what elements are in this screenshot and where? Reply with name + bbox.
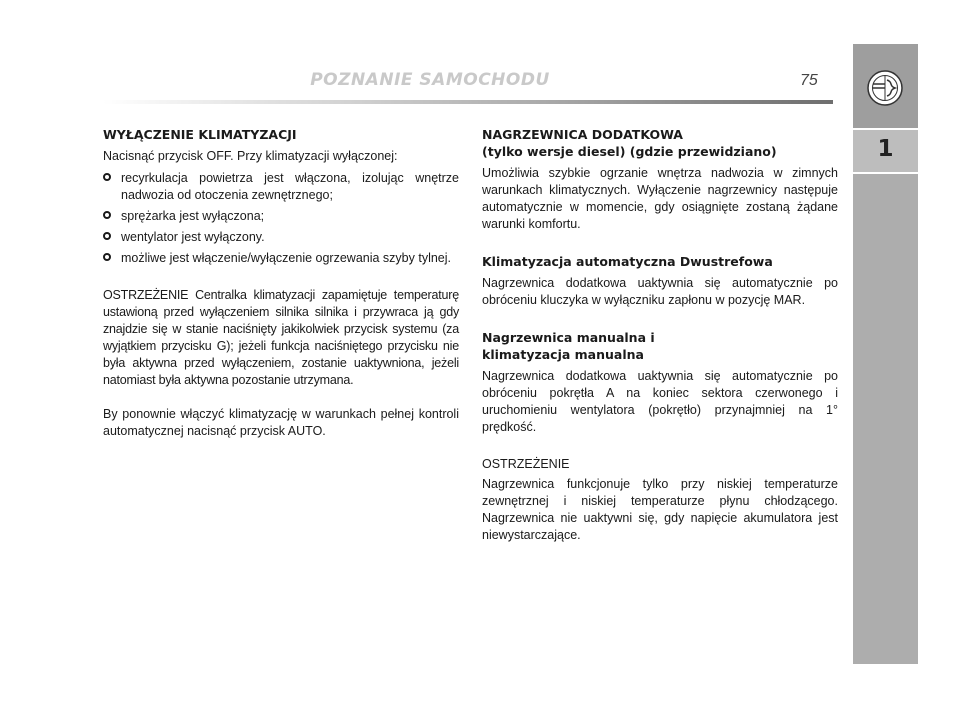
- tab-divider: [853, 172, 918, 174]
- subsection-paragraph: Nagrzewnica dodatkowa uaktywnia się automatycznie po obróceniu kluczyka w wyłączniku zapłonu w pozycję MAR.: [482, 276, 838, 307]
- warning-paragraph: Nagrzewnica funkcjonuje tylko przy niskiej temperaturze zewnętrznej i niskiej temperaturze płynu chłodzącego. Nagrzewnica nie uaktywni się, gdy napięcie akumulatora jest niewystarczające.: [482, 477, 838, 542]
- page-number: 75: [800, 72, 818, 89]
- warning-label: OSTRZEŻENIE: [482, 457, 570, 471]
- chapter-number: 1: [877, 136, 894, 162]
- subsection-paragraph: Nagrzewnica dodatkowa uaktywnia się automatycznie po obróceniu pokrętła A na koniec sektora czerwonego i uruchomieniu wentylatora (pokrętło) przynajmniej na 1° prędkość.: [482, 369, 838, 434]
- chapter-side-tab: [853, 44, 918, 664]
- heading-line: (tylko wersje diesel) (gdzie przewidziano): [482, 144, 777, 159]
- list-item: [103, 229, 459, 246]
- closing-paragraph: By ponownie włączyć klimatyzację w warunkach pełnej kontroli automatycznej nacisnąć przycisk AUTO.: [103, 407, 459, 438]
- right-column: [482, 126, 838, 544]
- circle-bullet-icon: [103, 232, 111, 240]
- section-heading: WYŁĄCZENIE KLIMATYZACJI: [103, 127, 297, 142]
- list-item-text: recyrkulacja powietrza jest włączona, izolując wnętrze nadwozia od otoczenia zewnętrznego;: [121, 171, 459, 202]
- intro-paragraph: Nacisnąć przycisk OFF. Przy klimatyzacji wyłączonej:: [103, 149, 398, 163]
- circle-bullet-icon: [103, 253, 111, 261]
- list-item-text: możliwe jest włączenie/wyłączenie ogrzewania szyby tylnej.: [121, 251, 451, 265]
- left-column: [103, 126, 459, 440]
- section-title: POZNANIE SAMOCHODU: [310, 70, 550, 90]
- subsection-heading: [482, 329, 838, 363]
- brand-emblem-icon: [867, 70, 903, 106]
- intro-paragraph: Umożliwia szybkie ogrzanie wnętrza nadwozia w zimnych warunkach klimatycznych. Wyłączenie nagrzewnicy następuje automatycznie w momencie, gdy osiągnięte zostaną żądane warunki komfortu.: [482, 166, 838, 231]
- section-heading: [482, 126, 838, 160]
- circle-bullet-icon: [103, 173, 111, 181]
- list-item: [103, 170, 459, 204]
- logo-block: [853, 44, 918, 128]
- heading-line: NAGRZEWNICA DODATKOWA: [482, 127, 683, 142]
- list-item-text: wentylator jest wyłączony.: [121, 230, 265, 244]
- header-rule: [103, 100, 833, 104]
- bullet-list: [103, 170, 459, 267]
- heading-line: Nagrzewnica manualna i: [482, 330, 655, 345]
- subsection-heading: Klimatyzacja automatyczna Dwustrefowa: [482, 254, 773, 269]
- list-item: [103, 250, 459, 267]
- circle-bullet-icon: [103, 211, 111, 219]
- warning-paragraph: OSTRZEŻENIE Centralka klimatyzacji zapamiętuje temperaturę ustawioną przed wyłączeniem silnika silnika i przywraca ją gdy znajdzie się w stanie naciśnięty jakikolwiek przycisk systemu (za wyjątkiem przycisku G); jeżeli funkcja naciśniętego przycisku nie była aktywna przed wyłączeniem, zostanie uaktywniona, jeżeli natomiast była aktywna pozostanie utrzymana.: [103, 288, 459, 387]
- heading-line: klimatyzacja manualna: [482, 347, 644, 362]
- list-item-text: sprężarka jest wyłączona;: [121, 209, 265, 223]
- list-item: [103, 208, 459, 225]
